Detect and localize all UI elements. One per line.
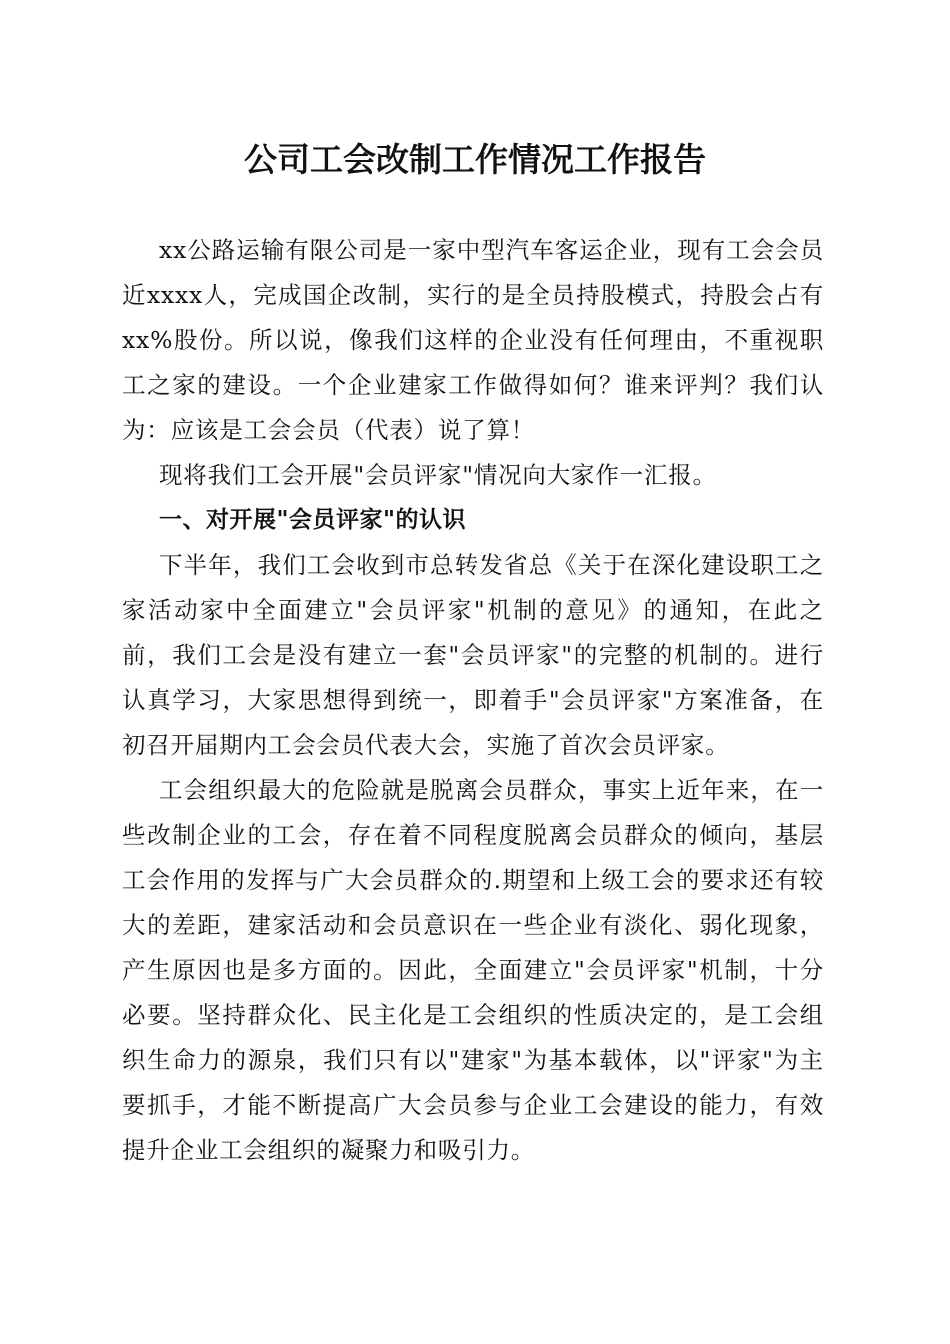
document-body <box>122 228 824 1173</box>
section-paragraph-2: 工会组织最大的危险就是脱离会员群众，事实上近年来，在一些改制企业的工会，存在着不同程度脱离会员群众的倾向，基层工会作用的发挥与广大会员群众的.期望和上级工会的要求还有较大的差距，建家活动和会员意识在一些企业有淡化、弱化现象，产生原因也是多方面的。因此，全面建立"会员评家"机制，十分必要。坚持群众化、民主化是工会组织的性质决定的，是工会组织生命力的源泉，我们只有以"建家"为基本载体，以"评家"为主要抓手，才能不断提高广大会员参与企业工会建设的能力，有效提升企业工会组织的凝聚力和吸引力。 <box>122 776 824 1164</box>
section-heading: 一、对开展"会员评家"的认识 <box>159 507 466 533</box>
report-statement-paragraph: 现将我们工会开展"会员评家"情况向大家作一汇报。 <box>159 461 717 489</box>
section-paragraph-1: 下半年，我们工会收到市总转发省总《关于在深化建设职工之家活动家中全面建立"会员评家"机制的意见》的通知，在此之前，我们工会是没有建立一套"会员评家"的完整的机制的。进行认真学习，大家思想得到统一，即着手"会员评家"方案准备，在初召开届期内工会会员代表大会，实施了首次会员评家。 <box>122 551 824 759</box>
intro-paragraph: xx公路运输有限公司是一家中型汽车客运企业，现有工会会员近xxxx人，完成国企改制，实行的是全员持股模式，持股会占有xx%股份。所以说，像我们这样的企业没有任何理由，不重视职工之家的建设。一个企业建家工作做得如何？谁来评判？我们认为：应该是工会会员（代表）说了算！ <box>122 236 824 444</box>
document-title: 公司工会改制工作情况工作报告 <box>244 140 706 179</box>
